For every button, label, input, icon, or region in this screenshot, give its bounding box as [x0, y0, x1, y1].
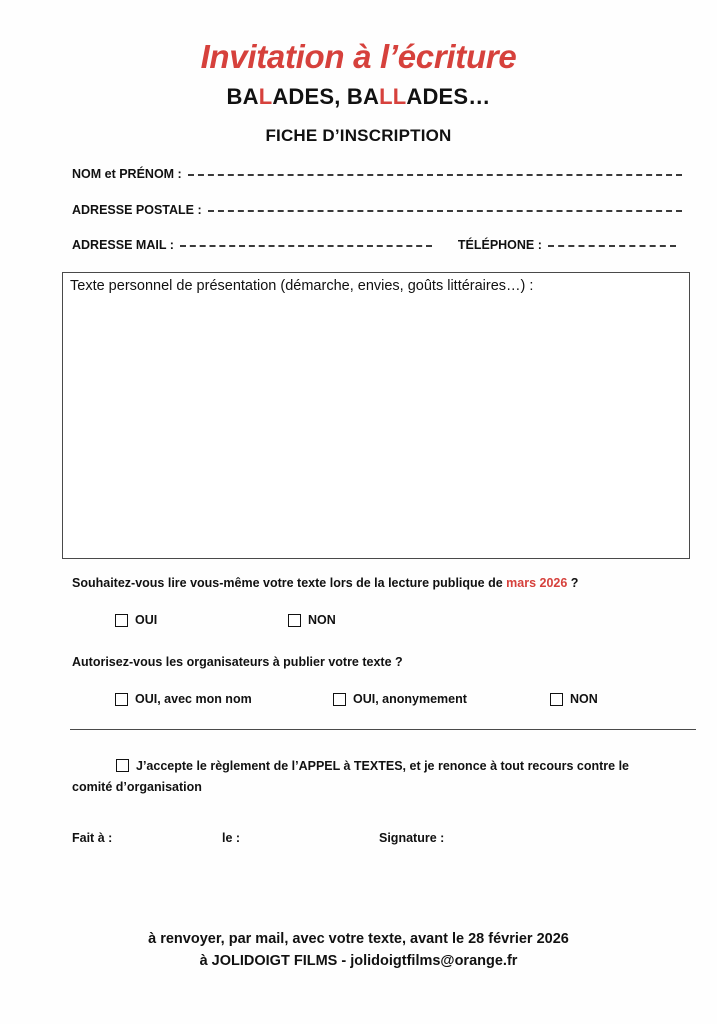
option-label: OUI, anonymement — [353, 692, 467, 706]
signature-date-label: le : — [222, 831, 241, 845]
terms-acceptance-clause[interactable] — [72, 756, 672, 797]
checkbox-icon[interactable] — [115, 693, 128, 706]
field-row-mail-telephone — [72, 238, 682, 252]
presentation-textarea[interactable] — [62, 272, 690, 559]
question-reading-date-highlight: mars 2026 — [506, 576, 568, 590]
form-title: FICHE D’INSCRIPTION — [265, 126, 452, 145]
option-label: OUI — [135, 613, 158, 627]
subtitle-segment-0: BA — [226, 84, 259, 109]
checkbox-icon[interactable] — [550, 693, 563, 706]
option-label: NON — [570, 692, 598, 706]
signature-label: Signature : — [379, 831, 445, 845]
subtitle-segment-2: ADES, BA — [272, 84, 380, 109]
question-reading-text-after: ? — [567, 576, 579, 590]
option-reading-non[interactable] — [288, 613, 336, 627]
option-reading-oui[interactable] — [115, 613, 157, 627]
field-input-nom-prenom[interactable] — [188, 174, 682, 177]
question-reading-aloud — [72, 576, 578, 590]
option-publication-with-name[interactable] — [115, 692, 252, 706]
field-label-nom-prenom: NOM et PRÉNOM : — [72, 167, 182, 181]
page-subtitle — [0, 84, 717, 110]
signature-row — [0, 831, 717, 851]
signature-place-label: Fait à : — [72, 831, 113, 845]
option-publication-anonymous[interactable] — [333, 692, 467, 706]
option-label: NON — [308, 613, 336, 627]
field-input-telephone[interactable] — [548, 245, 676, 248]
footer-line-contact: à JOLIDOIGT FILMS - jolidoigtfilms@orange.fr — [199, 953, 518, 970]
checkbox-icon[interactable] — [333, 693, 346, 706]
checkbox-icon[interactable] — [115, 614, 128, 627]
terms-acceptance-text: J’accepte le règlement de l’APPEL à TEXTES, et je renonce à tout recours contre le comité d’organisation — [72, 759, 629, 794]
checkbox-icon[interactable] — [288, 614, 301, 627]
footer-line-deadline: à renvoyer, par mail, avec votre texte, avant le 28 février 2026 — [148, 931, 569, 947]
field-input-adresse-mail[interactable] — [180, 245, 432, 248]
question-publication-text: Autorisez-vous les organisateurs à publier votre texte ? — [72, 655, 403, 669]
option-label: OUI, avec mon nom — [135, 692, 252, 706]
options-publication-consent — [0, 692, 717, 714]
page-title: Invitation à l’écriture — [200, 38, 517, 75]
checkbox-icon[interactable] — [116, 759, 129, 772]
subtitle-segment-4: ADES… — [406, 84, 491, 109]
section-divider — [70, 729, 696, 730]
field-row-nom-prenom — [72, 167, 682, 181]
subtitle-segment-3: LL — [379, 84, 407, 109]
field-label-adresse-mail: ADRESSE MAIL : — [72, 238, 174, 252]
subtitle-segment-1: L — [258, 84, 273, 109]
footer-instructions — [0, 928, 717, 973]
field-row-adresse-postale — [72, 203, 682, 217]
field-input-adresse-postale[interactable] — [208, 210, 682, 213]
options-reading-aloud — [0, 613, 717, 635]
presentation-prompt: Texte personnel de présentation (démarche, envies, goûts littéraires…) : — [70, 278, 534, 294]
question-reading-text-before: Souhaitez-vous lire vous-même votre texte lors de la lecture publique de — [72, 576, 507, 590]
option-publication-no[interactable] — [550, 692, 598, 706]
question-publication-consent — [72, 655, 403, 669]
field-label-telephone: TÉLÉPHONE : — [457, 238, 542, 252]
field-label-adresse-postale: ADRESSE POSTALE : — [72, 203, 202, 217]
